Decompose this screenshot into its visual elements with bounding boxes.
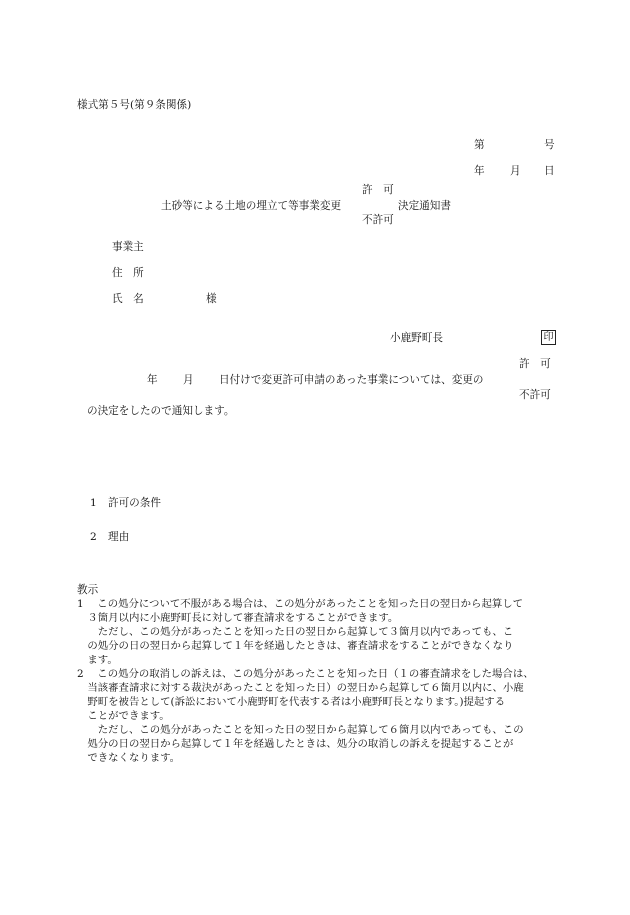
notice-line: できなくなります。 (77, 752, 181, 764)
title-option-permit: 許 可 (362, 184, 394, 196)
notice-line: ます。 (77, 654, 118, 666)
body-text-end: の決定をしたので通知します。 (87, 405, 235, 417)
body-year: 年 (147, 374, 158, 386)
title-suffix: 決定通知書 (398, 200, 451, 212)
section-1-label: 許可の条件 (108, 497, 161, 509)
date-month: 月 (510, 165, 521, 177)
number-suffix: 号 (544, 139, 555, 151)
section-1-number: 1 (90, 497, 97, 509)
recipient-heading: 事業主 (112, 241, 144, 253)
date-year: 年 (474, 165, 485, 177)
section-2-label: 理由 (108, 531, 130, 543)
body-text-mid: 日付けで変更許可申請のあった事業については、変更の (219, 374, 484, 386)
number-prefix: 第 (474, 139, 485, 151)
seal-icon: 印 (541, 330, 556, 345)
notice-line: 当該審査請求に対する裁決があったことを知った日）の翌日から起算して６箇月以内に、小鹿 (77, 682, 524, 694)
body-option-permit: 許 可 (519, 358, 551, 370)
date-day: 日 (544, 165, 555, 177)
notice-line: の処分の日の翌日から起算して１年を経過したときは、審査請求をすることができなくなり (77, 640, 514, 652)
notice-line: 1 この処分について不服がある場合は、この処分があったことを知った日の翌日から起算して (77, 598, 524, 610)
notice-line: ただし、この処分があったことを知った日の翌日から起算して６箇月以内であっても、この (77, 724, 524, 736)
honorific: 様 (206, 293, 217, 305)
title-option-deny: 不許可 (362, 214, 394, 226)
notice-line: ３箇月以内に小鹿野町長に対して審査請求をすることができます。 (77, 612, 399, 624)
issuer-title: 小鹿野町長 (390, 332, 443, 344)
notice-heading: 教示 (77, 584, 99, 596)
section-2-number: 2 (90, 531, 97, 543)
title-main: 土砂等による土地の埋立て等事業変更 (161, 200, 342, 212)
notice-line: ことができます。 (77, 710, 170, 722)
notice-line: ただし、この処分があったことを知った日の翌日から起算して３箇月以内であっても、こ (77, 626, 514, 638)
name-label: 氏 名 (112, 293, 144, 305)
notice-line: 野町を被告として(訴訟において小鹿野町を代表する者は小鹿野町長となります。)提起する (77, 696, 506, 708)
body-month: 月 (183, 374, 194, 386)
form-label: 様式第５号(第９条関係) (77, 99, 192, 111)
body-option-deny: 不許可 (519, 389, 551, 401)
notice-line: 2 この処分の取消しの訴えは、この処分があったことを知った日（１の審査請求をした場合は、 (77, 668, 534, 680)
notice-line: 処分の日の翌日から起算して１年を経過したときは、処分の取消しの訴えを提起することが (77, 738, 514, 750)
address-label: 住 所 (112, 267, 144, 279)
